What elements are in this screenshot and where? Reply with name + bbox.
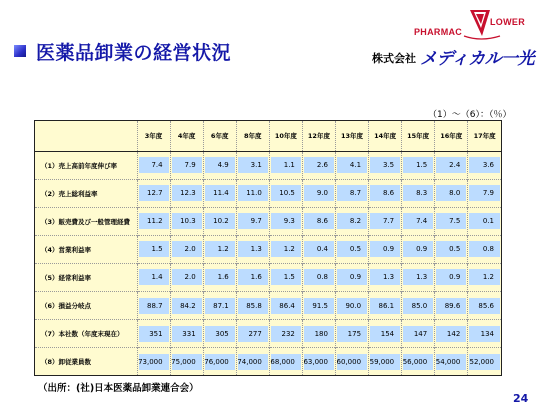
row-label: （5）経常利益率 (35, 263, 137, 291)
table-cell-wrapper (468, 179, 501, 207)
table-cell-wrapper (170, 235, 203, 263)
table-cell: 1.6 (238, 269, 268, 285)
table-cell: 0.9 (403, 241, 433, 257)
table-cell-wrapper (170, 151, 203, 179)
table-row (35, 320, 501, 348)
table-cell: 90.0 (337, 298, 367, 314)
table-cell: 85.0 (403, 298, 433, 314)
table-cell: 154 (370, 326, 400, 342)
slide-title: 医薬品卸業の経営状況 (36, 42, 232, 64)
table-cell: 74,000 (238, 354, 268, 370)
table-cell: 0.4 (304, 241, 334, 257)
table-cell: 9.0 (304, 185, 334, 201)
table-cell-wrapper (402, 291, 435, 319)
statistics-table (34, 120, 502, 376)
table-cell: 351 (139, 326, 169, 342)
table-cell-wrapper (170, 263, 203, 291)
table-cell: 11.4 (205, 185, 235, 201)
table-cell-wrapper (335, 235, 368, 263)
table-cell-wrapper (335, 263, 368, 291)
table-cell: 2.6 (304, 157, 334, 173)
logo-right-text: LOWER (490, 17, 525, 27)
table-cell: 142 (436, 326, 466, 342)
table-cell-wrapper (170, 348, 203, 375)
table-cell: 1.2 (469, 269, 500, 285)
table-row (35, 151, 501, 179)
table-cell-wrapper (468, 348, 501, 375)
table-cell-wrapper (402, 320, 435, 348)
table-cell-wrapper (369, 320, 402, 348)
table-cell: 305 (205, 326, 235, 342)
table-cell-wrapper (236, 151, 269, 179)
page-number: 24 (513, 392, 529, 405)
table-cell: 54,000 (436, 354, 466, 370)
table-cell-wrapper (302, 235, 335, 263)
table-cell: 68,000 (271, 354, 301, 370)
table-cell: 56,000 (403, 354, 433, 370)
table-cell: 87.1 (205, 298, 235, 314)
table-cell: 0.1 (469, 213, 500, 229)
table-cell: 1.3 (238, 241, 268, 257)
table-cell: 0.9 (436, 269, 466, 285)
table-row (35, 263, 501, 291)
table-cell-wrapper (137, 348, 170, 375)
table-cell-wrapper (435, 207, 468, 235)
table-cell: 2.4 (436, 157, 466, 173)
table-cell: 1.3 (403, 269, 433, 285)
column-header: 15年度 (402, 121, 435, 151)
row-label: （8）卸従業員数 (35, 348, 137, 375)
table-cell-wrapper (137, 320, 170, 348)
table-cell: 147 (403, 326, 433, 342)
table-cell: 8.3 (403, 185, 433, 201)
table-cell-wrapper (302, 291, 335, 319)
table-cell: 91.5 (304, 298, 334, 314)
table-cell-wrapper (435, 179, 468, 207)
table-cell: 1.5 (139, 241, 169, 257)
table-header-row (35, 121, 501, 151)
table-cell-wrapper (236, 263, 269, 291)
table-cell: 89.6 (436, 298, 466, 314)
table-cell: 232 (271, 326, 301, 342)
table-cell-wrapper (236, 348, 269, 375)
table-cell-wrapper (236, 291, 269, 319)
table-cell-wrapper (302, 207, 335, 235)
table-cell-wrapper (269, 207, 302, 235)
table-cell-wrapper (203, 263, 236, 291)
table-cell: 1.5 (271, 269, 301, 285)
table-cell-wrapper (302, 320, 335, 348)
table-cell: 1.2 (271, 241, 301, 257)
table-cell: 9.3 (271, 213, 301, 229)
table-cell-wrapper (369, 348, 402, 375)
table-cell-wrapper (468, 207, 501, 235)
table-cell: 0.8 (469, 241, 500, 257)
table-cell-wrapper (203, 179, 236, 207)
table-cell-wrapper (269, 348, 302, 375)
table-cell-wrapper (302, 151, 335, 179)
table-cell-wrapper (402, 151, 435, 179)
table-cell-wrapper (302, 179, 335, 207)
table-cell: 3.6 (469, 157, 500, 173)
table-cell: 2.0 (172, 269, 202, 285)
company-type-label: 株式会社 (372, 52, 416, 65)
row-label: （2）売上総利益率 (35, 179, 137, 207)
table-cell-wrapper (335, 291, 368, 319)
table-row (35, 179, 501, 207)
table-cell: 134 (469, 326, 500, 342)
column-header: 16年度 (435, 121, 468, 151)
table-cell-wrapper (170, 207, 203, 235)
table-cell: 0.8 (304, 269, 334, 285)
table-cell-wrapper (203, 207, 236, 235)
table-row (35, 291, 501, 319)
table-row (35, 207, 501, 235)
table-cell: 11.0 (238, 185, 268, 201)
table-cell: 1.5 (403, 157, 433, 173)
table-cell-wrapper (137, 151, 170, 179)
table-cell: 52,000 (469, 354, 500, 370)
table-cell-wrapper (402, 263, 435, 291)
table-cell: 60,000 (337, 354, 367, 370)
table-cell: 86.1 (370, 298, 400, 314)
table-cell-wrapper (435, 320, 468, 348)
table-cell-wrapper (203, 291, 236, 319)
table-cell: 12.7 (139, 185, 169, 201)
table-body (35, 151, 501, 375)
table-cell-wrapper (203, 320, 236, 348)
unit-note: （1）～（6）：（％） (428, 110, 512, 120)
table-cell: 10.3 (172, 213, 202, 229)
table-cell: 9.7 (238, 213, 268, 229)
table-cell-wrapper (369, 235, 402, 263)
table-cell-wrapper (369, 263, 402, 291)
table-cell: 88.7 (139, 298, 169, 314)
table-cell: 59,000 (370, 354, 400, 370)
row-label: （3）販売費及び一般管理経費 (35, 207, 137, 235)
company-brand-name: メディカル一光 (420, 49, 535, 69)
table-cell-wrapper (468, 151, 501, 179)
column-header: 8年度 (236, 121, 269, 151)
table-cell: 8.7 (337, 185, 367, 201)
column-header: 4年度 (170, 121, 203, 151)
table-cell-wrapper (236, 235, 269, 263)
table-cell: 0.5 (337, 241, 367, 257)
table-cell: 85.6 (469, 298, 500, 314)
table-cell-wrapper (468, 263, 501, 291)
corner-cell (35, 121, 137, 151)
table-cell-wrapper (468, 291, 501, 319)
table-cell-wrapper (335, 207, 368, 235)
table-cell: 4.1 (337, 157, 367, 173)
table-cell: 7.4 (403, 213, 433, 229)
table-cell: 1.6 (205, 269, 235, 285)
table-cell: 0.9 (370, 241, 400, 257)
table-cell: 86.4 (271, 298, 301, 314)
table-cell-wrapper (137, 291, 170, 319)
table-cell-wrapper (369, 291, 402, 319)
table-cell: 0.9 (337, 269, 367, 285)
table-cell-wrapper (203, 151, 236, 179)
table-cell: 7.5 (436, 213, 466, 229)
table-cell-wrapper (269, 320, 302, 348)
table-cell-wrapper (269, 291, 302, 319)
title-bullet-icon (14, 45, 26, 57)
table-cell: 10.5 (271, 185, 301, 201)
table-cell: 76,000 (205, 354, 235, 370)
table-cell-wrapper (236, 179, 269, 207)
table-cell-wrapper (137, 263, 170, 291)
table-cell: 1.3 (370, 269, 400, 285)
table-cell-wrapper (402, 179, 435, 207)
table-cell-wrapper (302, 348, 335, 375)
row-label: （7）本社数（年度末現在） (35, 320, 137, 348)
logo-left-text: PHARMAC (414, 27, 463, 37)
table-cell: 75,000 (172, 354, 202, 370)
table-cell: 12.3 (172, 185, 202, 201)
table-cell-wrapper (269, 151, 302, 179)
table-cell-wrapper (137, 235, 170, 263)
row-label: （6）損益分岐点 (35, 291, 137, 319)
table-cell-wrapper (369, 179, 402, 207)
table-cell-wrapper (170, 320, 203, 348)
table-cell: 180 (304, 326, 334, 342)
table-cell-wrapper (335, 348, 368, 375)
table-cell-wrapper (236, 207, 269, 235)
table-row (35, 348, 501, 375)
table-cell-wrapper (203, 235, 236, 263)
table-cell-wrapper (369, 151, 402, 179)
table-cell-wrapper (170, 179, 203, 207)
table-cell-wrapper (335, 151, 368, 179)
table-cell-wrapper (335, 320, 368, 348)
table-cell: 3.5 (370, 157, 400, 173)
column-header: 14年度 (369, 121, 402, 151)
table-cell: 331 (172, 326, 202, 342)
table-cell: 7.4 (139, 157, 169, 173)
table-cell-wrapper (468, 235, 501, 263)
table-cell: 10.2 (205, 213, 235, 229)
table-row (35, 235, 501, 263)
table-cell-wrapper (402, 207, 435, 235)
column-header: 12年度 (302, 121, 335, 151)
table-cell: 8.2 (337, 213, 367, 229)
table-cell-wrapper (369, 207, 402, 235)
column-header: 3年度 (137, 121, 170, 151)
table-cell-wrapper (468, 320, 501, 348)
table-cell-wrapper (203, 348, 236, 375)
table-cell-wrapper (435, 151, 468, 179)
table-cell: 175 (337, 326, 367, 342)
row-label: （1）売上高前年度伸び率 (41, 161, 118, 170)
table-cell-wrapper (269, 235, 302, 263)
table-cell-wrapper (435, 291, 468, 319)
row-label: （4）営業利益率 (35, 235, 137, 263)
table-cell-wrapper (435, 348, 468, 375)
table-cell: 8.6 (370, 185, 400, 201)
table-cell: 85.8 (238, 298, 268, 314)
table-cell: 1.1 (271, 157, 301, 173)
source-note: （出所：(社)日本医薬品卸業連合会） (38, 383, 199, 394)
column-header: 6年度 (203, 121, 236, 151)
table-cell-wrapper (335, 179, 368, 207)
table-cell: 1.4 (139, 269, 169, 285)
table-cell: 11.2 (139, 213, 169, 229)
table-cell-wrapper (402, 348, 435, 375)
table-cell-wrapper (302, 263, 335, 291)
table-cell: 3.1 (238, 157, 268, 173)
table-cell: 7.9 (469, 185, 500, 201)
table-cell-wrapper (269, 179, 302, 207)
table-cell: 7.7 (370, 213, 400, 229)
table-cell: 0.5 (436, 241, 466, 257)
table-cell-wrapper (269, 263, 302, 291)
column-header: 10年度 (269, 121, 302, 151)
table-cell-wrapper (435, 263, 468, 291)
table-cell: 4.9 (205, 157, 235, 173)
table-cell: 73,000 (139, 354, 169, 370)
table-cell: 277 (238, 326, 268, 342)
table-cell: 2.0 (172, 241, 202, 257)
table-cell-wrapper (170, 291, 203, 319)
table-cell: 8.0 (436, 185, 466, 201)
table-cell-wrapper (402, 235, 435, 263)
table-cell-wrapper (137, 207, 170, 235)
table-cell: 63,000 (304, 354, 334, 370)
table-cell: 7.9 (172, 157, 202, 173)
table-cell-wrapper (435, 235, 468, 263)
table-cell-wrapper (137, 179, 170, 207)
column-header: 13年度 (335, 121, 368, 151)
table-cell-wrapper (236, 320, 269, 348)
table-cell: 8.6 (304, 213, 334, 229)
table-cell: 1.2 (205, 241, 235, 257)
column-header: 17年度 (468, 121, 501, 151)
table-cell: 84.2 (172, 298, 202, 314)
